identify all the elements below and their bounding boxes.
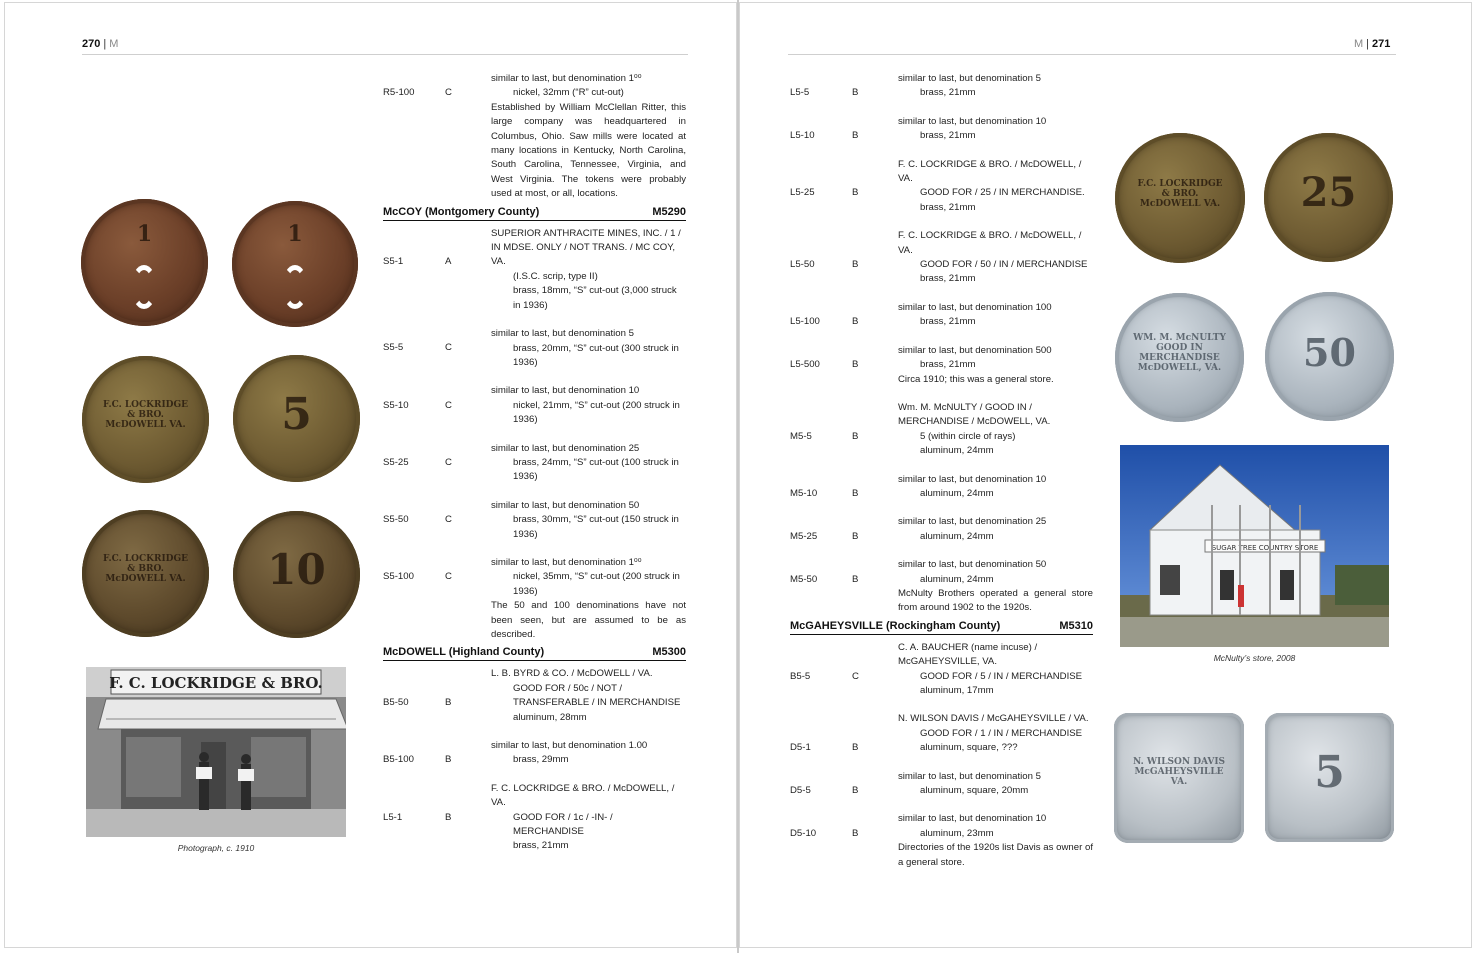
entry-note: Circa 1910; this was a general store. xyxy=(898,373,1054,385)
entry-line: aluminum, 24mm xyxy=(920,530,994,542)
entry-catalog-code: M5-5 xyxy=(790,430,812,442)
entry-description xyxy=(491,499,686,542)
entry-note: The 50 and 100 denominations have not been seen, but are assumed to be as described. xyxy=(491,600,686,640)
entry-line: brass, 30mm, “S” cut-out (150 struck in 1936) xyxy=(513,514,679,540)
catalog-entry xyxy=(383,739,686,768)
entry-line: similar to last, but denomination 5 xyxy=(898,73,1041,84)
lockridge-store-photo xyxy=(86,667,346,837)
entry-rarity: B xyxy=(852,130,859,142)
entry-line: similar to last, but denomination 50 xyxy=(491,499,640,511)
s-cutout xyxy=(131,265,157,309)
entry-gap xyxy=(383,370,686,384)
right-header-rule xyxy=(788,54,1396,55)
entry-gap xyxy=(790,756,1093,770)
entry-rarity: B xyxy=(445,811,452,823)
entry-gap xyxy=(790,330,1093,344)
catalog-entry xyxy=(383,327,686,370)
coin-text: N. WILSON DAVIS McGAHEYSVILLE VA. xyxy=(1132,757,1226,787)
catalog-entry xyxy=(383,442,686,485)
entry-line: similar to last, but denomination 1.00 xyxy=(491,740,648,752)
catalog-entry xyxy=(383,556,686,642)
coin-mcnulty-50-reverse xyxy=(1265,292,1394,421)
entry-catalog-code: M5-25 xyxy=(790,530,818,542)
entry-catalog-code: D5-5 xyxy=(790,785,811,797)
coin-davis-obverse xyxy=(1114,713,1244,843)
coin-lockridge-25-reverse xyxy=(1264,133,1393,262)
section-catalog-number: M5290 xyxy=(652,205,686,218)
right-catalog-entries xyxy=(790,72,1093,870)
entry-line: aluminum, 17mm xyxy=(920,685,994,696)
entry-line: L. B. BYRD & CO. / McDOWELL / VA. xyxy=(491,668,653,680)
section-heading xyxy=(383,205,686,221)
entry-line: GOOD FOR / 1 / IN / MERCHANDISE xyxy=(920,727,1083,739)
entry-line: nickel, 32mm (“R” cut-out) xyxy=(513,87,624,99)
entry-gap xyxy=(383,428,686,442)
entry-description xyxy=(491,782,686,854)
entry-gap xyxy=(790,215,1093,229)
entry-gap xyxy=(790,287,1093,301)
entry-gap xyxy=(383,485,686,499)
entry-description xyxy=(898,158,1093,216)
mcnulty-store-photo xyxy=(1120,445,1389,647)
entry-rarity: C xyxy=(852,670,859,682)
entry-line: brass, 21mm xyxy=(920,87,976,99)
entry-rarity: B xyxy=(852,573,859,585)
entry-rarity: B xyxy=(445,697,452,709)
catalog-entry xyxy=(383,227,686,313)
right-photo-caption: McNulty’s store, 2008 xyxy=(1213,653,1296,663)
entry-description xyxy=(898,712,1093,755)
entry-gap xyxy=(383,725,686,739)
catalog-entry xyxy=(790,229,1093,287)
entry-line: aluminum, 24mm xyxy=(920,573,994,585)
entry-gap xyxy=(790,798,1093,812)
entry-gap xyxy=(790,387,1093,401)
entry-line: N. WILSON DAVIS / McGAHEYSVILLE / VA. xyxy=(898,713,1089,725)
entry-line: nickel, 35mm, “S” cut-out (200 struck in 1936) xyxy=(513,571,680,597)
entry-line: brass, 20mm, “S” cut-out (300 struck in 1936) xyxy=(513,342,679,368)
left-header-letter: M xyxy=(109,38,119,50)
entry-rarity: B xyxy=(852,487,859,499)
entry-description xyxy=(898,770,1093,799)
entry-line: aluminum, 28mm xyxy=(513,711,587,723)
coin-text: 1 xyxy=(136,221,153,247)
entry-line: similar to last, but denomination 50 xyxy=(898,559,1047,571)
catalog-entry xyxy=(790,558,1093,616)
entry-gap xyxy=(790,501,1093,515)
entry-line: (I.S.C. scrip, type II) xyxy=(513,270,598,282)
entry-rarity: A xyxy=(445,256,452,268)
entry-catalog-code: M5-50 xyxy=(790,573,818,585)
entry-rarity: B xyxy=(852,742,859,754)
catalog-entry xyxy=(383,667,686,725)
catalog-entry xyxy=(790,344,1093,387)
catalog-entry xyxy=(383,384,686,427)
entry-catalog-code: M5-10 xyxy=(790,487,818,499)
entry-catalog-code: L5-50 xyxy=(790,259,815,271)
coin-mcnulty-obverse xyxy=(1115,293,1244,422)
entry-catalog-code: S5-10 xyxy=(383,399,409,411)
catalog-entry xyxy=(790,515,1093,544)
entry-description xyxy=(491,327,686,370)
coin-lockridge-obverse-2 xyxy=(82,510,209,637)
entry-line: aluminum, square, 20mm xyxy=(920,785,1029,797)
section-heading xyxy=(790,619,1093,635)
entry-line: aluminum, square, ??? xyxy=(920,742,1018,754)
coin-text: F.C. LOCKRIDGE & BRO. McDOWELL VA. xyxy=(1137,179,1223,209)
entry-catalog-code: B5-5 xyxy=(790,670,811,682)
left-photo-caption: Photograph, c. 1910 xyxy=(177,843,255,853)
entry-rarity: B xyxy=(852,430,859,442)
entry-line: F. C. LOCKRIDGE & BRO. / McDOWELL, / VA. xyxy=(898,230,1082,256)
entry-note: McNulty Brothers operated a general store from around 1902 to the 1920s. xyxy=(898,587,1093,614)
entry-line: similar to last, but denomination 100 xyxy=(898,301,1052,313)
entry-line: similar to last, but denomination 10 xyxy=(898,473,1047,485)
entry-line: aluminum, 24mm xyxy=(920,487,994,499)
catalog-entry xyxy=(790,812,1093,870)
entry-catalog-code: S5-1 xyxy=(383,256,404,268)
entry-catalog-code: S5-5 xyxy=(383,342,404,354)
entry-rarity: B xyxy=(852,827,859,839)
entry-line: similar to last, but denomination 1⁰⁰ xyxy=(491,556,642,568)
entry-gap xyxy=(790,459,1093,473)
entry-description xyxy=(491,739,686,768)
entry-rarity: C xyxy=(445,456,452,468)
book-spine xyxy=(737,0,739,953)
coin-lockridge-obverse xyxy=(82,356,209,483)
entry-line: brass, 21mm xyxy=(920,273,976,285)
entry-line: similar to last, but denomination 5 xyxy=(491,328,634,340)
entry-line: GOOD FOR / 50c / NOT / TRANSFERABLE / IN MERCHANDISE xyxy=(513,682,681,709)
coin-lockridge-10-reverse xyxy=(233,511,360,638)
entry-rarity: B xyxy=(852,87,859,99)
entry-line: brass, 21mm xyxy=(920,359,976,371)
s-cutout xyxy=(282,265,308,309)
entry-rarity: C xyxy=(445,399,452,411)
entry-line: 5 (within circle of rays) xyxy=(920,430,1016,442)
entry-description xyxy=(898,115,1093,144)
entry-rarity: B xyxy=(852,259,859,271)
catalog-entry xyxy=(790,712,1093,755)
entry-line: similar to last, but denomination 25 xyxy=(898,516,1047,528)
entry-gap xyxy=(383,542,686,556)
catalog-entry xyxy=(790,158,1093,216)
left-header-rule xyxy=(82,54,688,55)
entry-description xyxy=(898,401,1093,459)
entry-catalog-code: L5-500 xyxy=(790,359,820,371)
entry-line: GOOD FOR / 50 / IN / MERCHANDISE xyxy=(920,259,1088,271)
entry-rarity: B xyxy=(852,530,859,542)
entry-line: brass, 21mm xyxy=(920,316,976,328)
catalog-entry xyxy=(790,401,1093,459)
coin-text: 10 xyxy=(267,545,326,594)
entry-catalog-code: S5-100 xyxy=(383,571,414,583)
entry-catalog-code: D5-10 xyxy=(790,827,817,839)
right-page-header xyxy=(1354,38,1390,50)
entry-description xyxy=(898,72,1093,101)
entry-description xyxy=(491,72,686,202)
entry-catalog-code: L5-10 xyxy=(790,130,815,142)
photo-sign-text: F. C. LOCKRIDGE & BRO. xyxy=(109,674,323,692)
catalog-entry xyxy=(790,641,1093,699)
entry-catalog-code: L5-100 xyxy=(790,316,820,328)
catalog-entry xyxy=(383,499,686,542)
entry-description xyxy=(491,667,686,725)
coin-text: F.C. LOCKRIDGE & BRO. McDOWELL VA. xyxy=(102,400,189,430)
entry-description xyxy=(898,229,1093,287)
entry-line: GOOD FOR / 5 / IN / MERCHANDISE xyxy=(920,670,1083,682)
entry-catalog-code: S5-50 xyxy=(383,514,409,526)
entry-gap xyxy=(790,101,1093,115)
entry-description xyxy=(898,473,1093,502)
entry-catalog-code: B5-100 xyxy=(383,754,414,766)
entry-line: nickel, 21mm, “S” cut-out (200 struck in 1936) xyxy=(513,399,680,426)
entry-note: Directories of the 1920s list Davis as owner of a general store. xyxy=(898,842,1093,868)
entry-description xyxy=(898,515,1093,544)
entry-description xyxy=(898,812,1093,870)
entry-rarity: B xyxy=(445,754,452,766)
entry-line: aluminum, 24mm xyxy=(920,445,994,457)
section-location: McDOWELL (Highland County) xyxy=(383,646,545,659)
catalog-entry xyxy=(790,301,1093,330)
section-catalog-number: M5310 xyxy=(1059,619,1093,632)
left-catalog-entries xyxy=(383,72,686,854)
coin-text: 5 xyxy=(281,389,312,440)
photo-sign-text: SUGAR TREE COUNTRY STORE xyxy=(1211,544,1319,552)
entry-description xyxy=(898,641,1093,699)
entry-rarity: B xyxy=(852,785,859,797)
entry-line: GOOD FOR / 25 / IN MERCHANDISE. xyxy=(920,187,1085,199)
entry-line: SUPERIOR ANTHRACITE MINES, INC. / 1 / IN MDSE. ONLY / NOT TRANS. / MC COY, VA. xyxy=(491,227,681,268)
entry-description xyxy=(898,558,1093,616)
left-header-separator: | xyxy=(103,38,107,50)
section-catalog-number: M5300 xyxy=(652,646,686,659)
section-location: McCOY (Montgomery County) xyxy=(383,205,540,218)
entry-description xyxy=(491,227,686,313)
entry-catalog-code: L5-1 xyxy=(383,811,403,823)
catalog-entry xyxy=(790,115,1093,144)
catalog-entry xyxy=(790,72,1093,101)
section-location: McGAHEYSVILLE (Rockingham County) xyxy=(790,619,1001,632)
entry-line: brass, 24mm, “S” cut-out (100 struck in 1936) xyxy=(513,456,679,483)
entry-gap xyxy=(383,313,686,327)
entry-gap xyxy=(790,698,1093,712)
entry-rarity: B xyxy=(852,316,859,328)
coin-lockridge-5-reverse xyxy=(233,355,360,482)
entry-line: similar to last, but denomination 5 xyxy=(898,770,1041,782)
entry-catalog-code: B5-50 xyxy=(383,697,409,709)
left-page-header xyxy=(82,38,118,50)
entry-rarity: C xyxy=(445,514,452,526)
right-header-letter: M xyxy=(1354,38,1364,50)
left-page-number: 270 xyxy=(82,38,101,50)
entry-description xyxy=(491,384,686,427)
catalog-entry xyxy=(790,770,1093,799)
entry-catalog-code: L5-5 xyxy=(790,87,810,99)
entry-gap xyxy=(790,144,1093,158)
entry-description xyxy=(898,344,1093,387)
entry-note: Established by William McClellan Ritter, this large company was headquartered in Columbus, Ohio. Saw mills were located at many locations in Kentucky, North Carolina, South Carolina, Tennessee, Virginia, and West Virginia. The tokens were probably used at most, or all, locations. xyxy=(491,101,686,200)
entry-line: Wm. M. McNULTY / GOOD IN / MERCHANDISE / McDOWELL, VA. xyxy=(898,401,1051,428)
entry-catalog-code: D5-1 xyxy=(790,742,811,754)
entry-description xyxy=(491,442,686,485)
entry-description xyxy=(898,301,1093,330)
entry-line: brass, 21mm xyxy=(513,840,569,852)
coin-text: 5 xyxy=(1314,747,1345,798)
entry-rarity: B xyxy=(852,187,859,199)
coin-mccoy-obverse xyxy=(81,199,208,326)
coin-mccoy-reverse xyxy=(232,201,358,327)
entry-line: brass, 21mm xyxy=(920,130,976,142)
entry-line: brass, 18mm, “S” cut-out (3,000 struck in 1936) xyxy=(513,285,677,311)
entry-line: F. C. LOCKRIDGE & BRO. / McDOWELL, / VA. xyxy=(898,158,1082,185)
entry-line: similar to last, but denomination 500 xyxy=(898,344,1052,356)
coin-lockridge-25-obverse xyxy=(1115,133,1245,263)
entry-rarity: B xyxy=(852,359,859,371)
entry-catalog-code: L5-25 xyxy=(790,187,815,199)
entry-line: similar to last, but denomination 25 xyxy=(491,442,640,454)
entry-line: brass, 29mm xyxy=(513,754,569,766)
coin-text: WM. M. McNULTY GOOD IN MERCHANDISE McDOWELL, VA. xyxy=(1133,333,1226,373)
catalog-entry xyxy=(383,72,686,202)
entry-gap xyxy=(383,768,686,782)
section-heading xyxy=(383,645,686,661)
entry-description xyxy=(491,556,686,642)
entry-line: similar to last, but denomination 10 xyxy=(898,813,1047,825)
entry-catalog-code: R5-100 xyxy=(383,87,415,99)
entry-line: similar to last, but denomination 10 xyxy=(898,115,1047,127)
entry-line: similar to last, but denomination 1⁰⁰ xyxy=(491,73,642,84)
entry-rarity: C xyxy=(445,571,452,583)
coin-davis-5-reverse xyxy=(1265,713,1394,842)
catalog-entry xyxy=(790,473,1093,502)
entry-rarity: C xyxy=(445,87,452,99)
entry-line: similar to last, but denomination 10 xyxy=(491,385,640,397)
entry-line: F. C. LOCKRIDGE & BRO. / McDOWELL, / VA. xyxy=(491,782,675,809)
right-header-separator: | xyxy=(1366,38,1370,50)
entry-rarity: C xyxy=(445,342,452,354)
coin-text: F.C. LOCKRIDGE & BRO. McDOWELL VA. xyxy=(102,554,189,584)
entry-line: GOOD FOR / 1c / -IN- / MERCHANDISE xyxy=(513,811,613,838)
coin-text: 25 xyxy=(1300,169,1357,216)
catalog-entry xyxy=(383,782,686,854)
entry-catalog-code: S5-25 xyxy=(383,456,409,468)
coin-text: 1 xyxy=(287,221,303,247)
entry-line: aluminum, 23mm xyxy=(920,827,994,839)
coin-text: 50 xyxy=(1303,330,1356,375)
entry-line: C. A. BAUCHER (name incuse) / McGAHEYSVILLE, VA. xyxy=(898,641,1038,668)
right-page-number: 271 xyxy=(1372,38,1391,50)
entry-gap xyxy=(790,544,1093,558)
entry-line: brass, 21mm xyxy=(920,201,976,213)
